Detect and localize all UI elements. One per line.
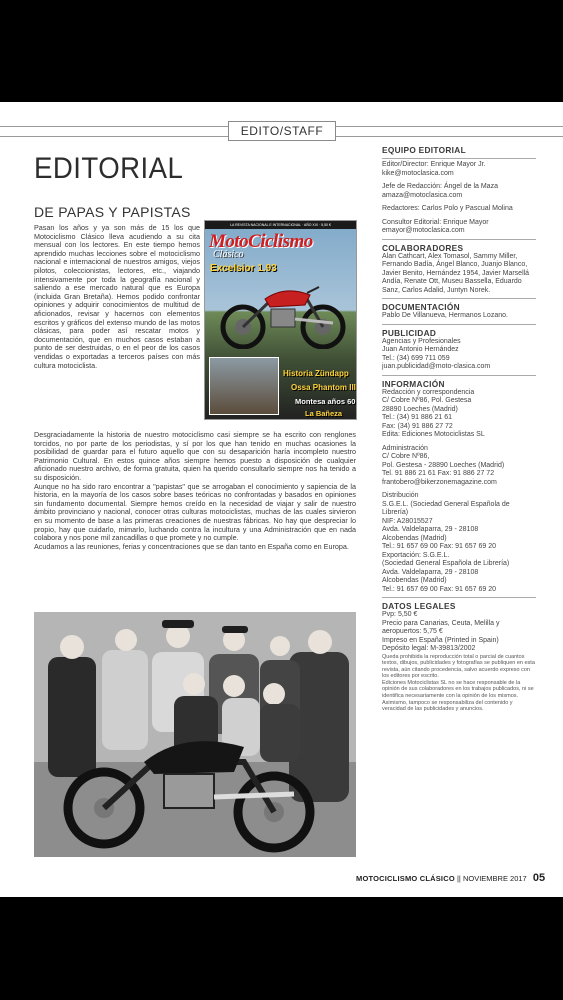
article-paragraph-2 — [34, 431, 356, 551]
cover-top-strip: LA REVISTA NACIONAL E INTERNACIONAL · AÑO XIX · 5,50 € — [205, 221, 356, 229]
staff-column — [382, 142, 536, 713]
staff-section-title: COLABORADORES — [382, 242, 464, 253]
staff-section-title: EQUIPO EDITORIAL — [382, 145, 466, 155]
historic-photo — [34, 612, 356, 857]
staff-line: C/ Cobre Nº86, Pol. Gestesa — [382, 397, 472, 404]
cover-inset-photo — [209, 357, 279, 415]
cover-line: Historia Zündapp — [283, 369, 349, 378]
staff-line: (Sociedad General Española de Librería) — [382, 560, 510, 567]
staff-line: Consultor Editorial: Enrique Mayor — [382, 218, 489, 226]
section-tag: EDITO/STAFF — [228, 121, 336, 141]
staff-line: Tel.: (34) 91 886 21 61 — [382, 414, 453, 421]
top-black-bar — [0, 0, 563, 102]
article-paragraph-1 — [34, 224, 200, 370]
staff-line: Pvp: 5,50 € — [382, 611, 418, 618]
staff-line: Avda. Valdelaparra, 29 - 28108 — [382, 568, 479, 576]
divider — [382, 324, 536, 325]
staff-section-title: DATOS LEGALES — [382, 601, 456, 611]
staff-line: Jefe de Redacción: Ángel de la Maza — [382, 183, 498, 190]
staff-line: Pablo De Villanueva, Hermanos Lozano. — [382, 312, 508, 319]
staff-section-title: PUBLICIDAD — [382, 327, 437, 338]
cover-masthead: MotoCiclismo — [209, 231, 313, 252]
staff-line: Administración — [382, 444, 428, 452]
staff-line: Editor/Director: Enrique Mayor Jr. — [382, 161, 486, 168]
paragraph-text: Aunque no ha sido raro encontrar a "papistas" que se arrogaban el conocimiento y sapiencia de la historia, en la mayoría de los casos sobre bases teóricas no confrontadas y basados en opiniones sin fundamento documental. Siempre hemos creído en la necesidad de viajar y salir de nuestro ámbito provinciano y nacional, conocer otras culturas motociclistas, muchas de las cuales sirvieron en su momento de base a las primeras creaciones de nuestras fábricas. No hay que despreciar lo propio, hay que cuidarlo, mimarlo, luchando contra la incultura y una Administración que en nada colabora y nos pone mil zancadillas o que promete y no cumple. — [34, 481, 356, 543]
staff-line: Tel.: 91 657 69 00 Fax: 91 657 69 20 — [382, 543, 497, 550]
footer-issue: NOVIEMBRE 2017 — [462, 874, 527, 883]
staff-line: S.G.E.L. (Sociedad General Española de Librería) — [382, 500, 510, 516]
staff-line: Agencias y Profesionales — [382, 337, 461, 345]
paragraph-text: Desgraciadamente la historia de nuestro motociclismo casi siempre se ha escrito con renglones torcidos, no por parte de los periodistas, y sí por los que han tenido en muchas ocasiones la posibilidad de guardar para el futuro aquello que con su desaparición haría incompleto nuestro Patrimonio Cultural. En estos quince años siempre hemos puesto a disposición de cualquier aficionado nuestro archivo, de forma gratuita, quien ha querido consultarlo siempre nos ha tenido a su disposición. — [34, 430, 356, 482]
divider — [382, 298, 536, 299]
staff-line: 28890 Loeches (Madrid) — [382, 405, 458, 413]
staff-line: Tel.: (34) 699 711 059 — [382, 354, 450, 362]
divider — [382, 375, 536, 376]
legal-notice: Queda prohibida la reproducción total o parcial de cuantos textos, dibujos, publicidades y fotografías se publiquen en esta revista, aún citando procedencia, salvo acuerdo expreso con los editores por escrito. — [382, 653, 535, 680]
bottom-black-bar — [0, 897, 563, 1000]
staff-line: Alcobendas (Madrid) — [382, 534, 447, 542]
divider — [382, 597, 536, 598]
staff-email-link[interactable]: kike@motoclasica.com — [382, 169, 454, 177]
cover-line: La Bañeza — [305, 409, 343, 418]
staff-email-link[interactable]: frantobero@bikerzonemagazine.com — [382, 478, 497, 486]
group-photo-illustration — [34, 612, 356, 857]
staff-line: Depósito legal: M-39813/2002 — [382, 645, 476, 652]
page-title: EDITORIAL — [34, 152, 184, 185]
staff-line: Impreso en España (Printed in Spain) — [382, 636, 499, 644]
staff-line: Juan Antonio Hernández — [382, 346, 459, 353]
cover-line: Ossa Phantom III — [291, 383, 356, 392]
staff-line: Exportación: S.G.E.L. — [382, 551, 450, 559]
staff-line: Redactores: Carlos Polo y Pascual Molina — [382, 205, 513, 212]
cover-line: Montesa años 60 — [295, 397, 356, 406]
staff-line: Pol. Gestesa - 28890 Loeches (Madrid) — [382, 461, 505, 469]
motorcycle-illustration — [215, 279, 350, 349]
staff-line: Precio para Canarias, Ceuta, Melilla y aeropuertos: 5,75 € — [382, 619, 500, 635]
staff-line: C/ Cobre Nº86, — [382, 453, 430, 460]
paragraph-text: Pasan los años y ya son más de 15 los que Motociclismo Clásico lleva acudiendo a su cita mensual con los lectores. En este tiempo hemos aprendido muchas lecciones sobre el motociclismo nacional e internacional de nuestros amigos, viejos pilotos, coleccionistas, lectores, etc., viajando intensivamente por toda la geografía nacional y saliendo a ese mercado natural que es Europa (incluida Gran Bretaña). Hemos podido confrontar opiniones y adquirir conocimientos de multitud de aficionados, revisar y hacernos con elementos escritos y gráficos del extenso mundo de las motos clásicas, para poder así rescatar motos y documentación, que en muchos casos estaban a punto de ser destruidas, o en el peor de los casos vendidas o exportadas a terceros países con más cultura motociclista. — [34, 223, 200, 370]
staff-line: Distribución — [382, 492, 419, 499]
legal-notice: Ediciones Motociclistas SL no se hace responsable de la opinión de sus colaboradores en los trabajos publicados, ni se identifica necesariamente con la opinión de los mismos. Asimismo, tampoco se responsabiliza del contenido y veracidad de las publicidades y anuncios. — [382, 679, 534, 713]
staff-line: Redacción y correspondencia — [382, 388, 475, 396]
divider — [382, 239, 536, 240]
staff-email-link[interactable]: emayor@motoclasica.com — [382, 227, 465, 234]
magazine-cover-image — [204, 220, 357, 420]
staff-section-title: DOCUMENTACIÓN — [382, 302, 460, 312]
magazine-page — [0, 102, 563, 897]
staff-line: Edita: Ediciones Motociclistas SL — [382, 431, 485, 438]
staff-line: Alcobendas (Madrid) — [382, 577, 447, 584]
staff-email-link[interactable]: amaza@motoclasica.com — [382, 191, 463, 199]
staff-line: Avda. Valdelaparra, 29 - 28108 — [382, 526, 479, 533]
staff-section-title: INFORMACIÓN — [382, 378, 445, 389]
staff-line: Tel.: 91 657 69 00 Fax: 91 657 69 20 — [382, 585, 497, 593]
cover-masthead-sub: Clásico — [213, 249, 244, 260]
staff-line: Alan Cathcart, Alex Tomasol, Sammy Miller, Fernando Badía, Ángel Blanco, Juanjo Blanco, Javier Benito, Hernández 1954, Javier Marsellá Andía, Renate Ott, Museu Bassella, Eduardo Sanz, Carlos Adalid, Juntyn Norek. — [382, 252, 530, 294]
staff-line: Tel. 91 886 21 61 Fax: 91 886 27 72 — [382, 470, 495, 477]
footer-magazine-name: MOTOCICLISMO CLÁSICO — [356, 874, 455, 883]
page-footer — [356, 872, 545, 884]
staff-line: NIF: A28015527 — [382, 517, 433, 525]
footer-separator: || — [456, 874, 463, 883]
divider — [382, 158, 536, 159]
staff-line: Fax: (34) 91 886 27 72 — [382, 422, 453, 430]
paragraph-text: Acudamos a las reuniones, ferias y concentraciones que se dan tanto en España como en Europa. — [34, 541, 349, 551]
staff-email-link[interactable]: juan.publicidad@moto-clasica.com — [382, 363, 491, 370]
cover-headline: Excelsior 1.93 — [210, 263, 277, 274]
article-subtitle: DE PAPAS Y PAPISTAS — [34, 204, 191, 220]
page-number: 05 — [532, 872, 546, 884]
